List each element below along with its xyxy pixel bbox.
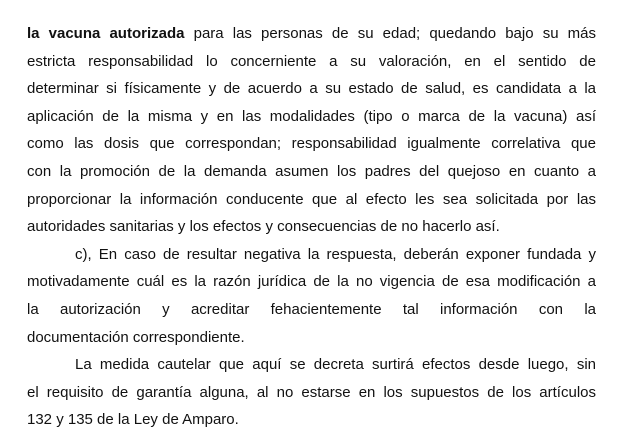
text-line: documentación correspondiente. [27, 328, 245, 346]
text-line: como las dosis que correspondan; responsabilidad igualmente correlativa que [27, 135, 596, 153]
text-line: determinar si físicamente y de acuerdo a su estado de salud, es candidata a la [27, 80, 596, 98]
bold-phrase: la vacuna autorizada [27, 25, 185, 42]
text-line: proporcionar la información conducente que al efecto les sea solicitada por las [27, 190, 596, 208]
text-line: con la promoción de la demanda asumen los padres del quejoso en cuanto a [27, 162, 596, 180]
paragraph-vaccine-responsibility [27, 20, 596, 241]
text-line: 132 y 135 de la Ley de Amparo. [27, 411, 239, 429]
text-line: estricta responsabilidad lo concerniente a su valoración, en el sentido de [27, 52, 596, 70]
paragraph-negative-response [27, 241, 596, 351]
text-line: autoridades sanitarias y los efectos y consecuencias de no hacerlo así. [27, 218, 500, 236]
text-line: La medida cautelar que aquí se decreta surtirá efectos desde luego, sin [75, 356, 596, 374]
text-line: aplicación de la misma y en las modalidades (tipo o marca de la vacuna) así [27, 107, 596, 125]
document-page [27, 20, 596, 434]
text-line: c), En caso de resultar negativa la respuesta, deberán exponer fundada y [75, 245, 596, 263]
text-line: el requisito de garantía alguna, al no estarse en los supuestos de los artículos [27, 383, 596, 401]
text-line: la autorización y acreditar fehacientemente tal información con la [27, 300, 596, 318]
text-run: para las personas de su edad; quedando bajo su más [184, 25, 596, 42]
text-line: motivadamente cuál es la razón jurídica de la no vigencia de esa modificación a [27, 273, 596, 291]
text-line [27, 20, 596, 48]
paragraph-precautionary-measure [27, 351, 596, 434]
